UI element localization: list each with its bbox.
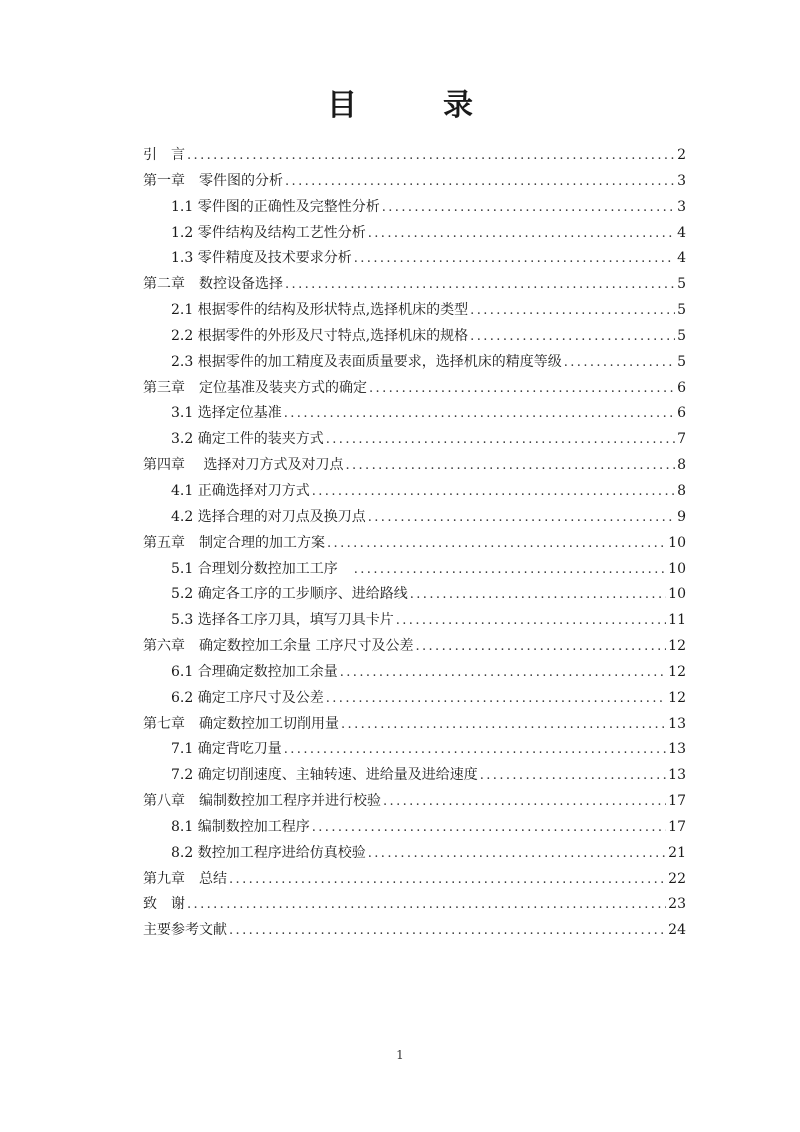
toc-section-entry[interactable]	[143, 582, 686, 608]
dot-leader	[354, 246, 675, 272]
toc-entry-label: 3.1 选择定位基准	[171, 405, 282, 422]
toc-entry-page: 2	[677, 147, 686, 163]
dot-leader	[470, 324, 675, 350]
toc-entry-label: 2.3 根据零件的加工精度及表面质量要求，选择机床的精度等级	[171, 353, 562, 370]
toc-entry-label: 6.1 合理确定数控加工余量	[171, 663, 338, 680]
dot-leader	[285, 272, 675, 298]
toc-entry-page: 5	[677, 276, 686, 293]
dot-leader	[470, 298, 675, 324]
toc-entry-label: 第七章 确定数控加工切削用量	[143, 715, 339, 732]
toc-entry-label: 第九章 总结	[143, 870, 227, 887]
toc-entry-page: 3	[677, 172, 686, 189]
dot-leader	[284, 737, 666, 763]
toc-chapter-entry[interactable]	[143, 169, 686, 195]
toc-entry-label: 第三章 定位基准及装夹方式的确定	[143, 379, 367, 396]
toc-entry-page: 3	[677, 198, 686, 215]
toc-section-entry[interactable]	[143, 479, 686, 505]
toc-entry-label: 第六章 确定数控加工余量 工序尺寸及公差	[143, 638, 414, 655]
toc-chapter-entry[interactable]	[143, 892, 686, 918]
toc-entry-page: 13	[668, 767, 686, 784]
dot-leader	[340, 660, 666, 686]
toc-entry-page: 8	[677, 457, 686, 474]
toc-entry-page: 10	[668, 586, 686, 603]
dot-leader	[312, 815, 666, 841]
toc-entry-page: 23	[668, 896, 686, 913]
toc-entry-label: 主要参考文献	[143, 922, 227, 939]
toc-entry-label: 1.1 零件图的正确性及完整性分析	[171, 198, 380, 215]
dot-leader	[285, 169, 675, 195]
toc-section-entry[interactable]	[143, 221, 686, 247]
toc-entry-page: 13	[668, 715, 686, 732]
toc-entry-page: 6	[677, 379, 686, 396]
dot-leader	[396, 608, 666, 634]
toc-chapter-entry[interactable]	[143, 272, 686, 298]
toc-section-entry[interactable]	[143, 815, 686, 841]
dot-leader	[187, 892, 666, 918]
toc-entry-page: 12	[668, 663, 686, 680]
toc-entry-label: 5.3 选择各工序刀具，填写刀具卡片	[171, 612, 394, 629]
toc-entry-page: 17	[668, 793, 686, 810]
toc-chapter-entry[interactable]	[143, 143, 686, 169]
toc-entry-label: 7.1 确定背吃刀量	[171, 741, 282, 758]
toc-section-entry[interactable]	[143, 324, 686, 350]
toc-section-entry[interactable]	[143, 246, 686, 272]
dot-leader	[229, 918, 666, 944]
toc-chapter-entry[interactable]	[143, 376, 686, 402]
toc-entry-page: 4	[677, 250, 686, 267]
toc-entry-label: 第四章 选择对刀方式及对刀点	[143, 457, 344, 474]
toc-entry-label: 4.2 选择合理的对刀点及换刀点	[171, 508, 366, 525]
dot-leader	[480, 763, 666, 789]
dot-leader	[368, 841, 666, 867]
toc-section-entry[interactable]	[143, 195, 686, 221]
dot-leader	[369, 376, 675, 402]
toc-section-entry[interactable]	[143, 505, 686, 531]
dot-leader	[229, 867, 666, 893]
table-of-contents	[143, 143, 686, 944]
toc-section-entry[interactable]	[143, 608, 686, 634]
toc-section-entry[interactable]	[143, 557, 686, 583]
toc-chapter-entry[interactable]	[143, 453, 686, 479]
toc-entry-label: 1.3 零件精度及技术要求分析	[171, 250, 352, 267]
toc-entry-page: 12	[668, 689, 686, 706]
dot-leader	[410, 582, 666, 608]
toc-entry-label: 引 言	[143, 147, 185, 163]
dot-leader	[368, 505, 675, 531]
toc-entry-label: 6.2 确定工序尺寸及公差	[171, 689, 324, 706]
toc-entry-page: 21	[668, 844, 686, 861]
dot-leader	[341, 712, 666, 738]
dot-leader	[354, 557, 666, 583]
dot-leader	[187, 143, 675, 169]
toc-entry-page: 4	[677, 224, 686, 241]
toc-section-entry[interactable]	[143, 686, 686, 712]
dot-leader	[345, 453, 675, 479]
toc-entry-page: 7	[677, 431, 686, 448]
toc-entry-page: 22	[668, 870, 686, 887]
toc-entry-page: 5	[677, 327, 686, 344]
dot-leader	[415, 634, 666, 660]
toc-entry-label: 7.2 确定切削速度、主轴转速、进给量及进给速度	[171, 767, 478, 784]
toc-chapter-entry[interactable]	[143, 789, 686, 815]
toc-entry-label: 第五章 制定合理的加工方案	[143, 534, 325, 551]
dot-leader	[383, 789, 666, 815]
toc-chapter-entry[interactable]	[143, 634, 686, 660]
toc-chapter-entry[interactable]	[143, 712, 686, 738]
toc-section-entry[interactable]	[143, 737, 686, 763]
dot-leader	[382, 195, 675, 221]
dot-leader	[326, 686, 666, 712]
toc-section-entry[interactable]	[143, 841, 686, 867]
toc-entry-label: 2.1 根据零件的结构及形状特点,选择机床的类型	[171, 302, 469, 319]
toc-entry-label: 致 谢	[143, 896, 185, 913]
dot-leader	[312, 479, 675, 505]
toc-chapter-entry[interactable]	[143, 867, 686, 893]
toc-entry-page: 5	[677, 353, 686, 370]
toc-entry-page: 10	[668, 560, 686, 577]
toc-chapter-entry[interactable]	[143, 918, 686, 944]
toc-entry-page: 9	[677, 508, 686, 525]
dot-leader	[284, 401, 675, 427]
toc-section-entry[interactable]	[143, 660, 686, 686]
toc-entry-label: 2.2 根据零件的外形及尺寸特点,选择机床的规格	[171, 327, 469, 344]
toc-entry-label: 3.2 确定工件的装夹方式	[171, 431, 324, 448]
toc-section-entry[interactable]	[143, 350, 686, 376]
toc-section-entry[interactable]	[143, 763, 686, 789]
toc-entry-label: 5.1 合理划分数控加工工序	[171, 560, 352, 577]
toc-entry-page: 12	[668, 638, 686, 655]
toc-entry-label: 第二章 数控设备选择	[143, 276, 283, 293]
toc-entry-page: 17	[668, 818, 686, 835]
toc-entry-page: 24	[668, 922, 686, 939]
toc-chapter-entry[interactable]	[143, 531, 686, 557]
page-number: 1	[396, 1048, 404, 1062]
toc-entry-label: 8.1 编制数控加工程序	[171, 818, 310, 835]
dot-leader	[564, 350, 675, 376]
toc-entry-label: 第一章 零件图的分析	[143, 172, 283, 189]
toc-entry-label: 5.2 确定各工序的工步顺序、进给路线	[171, 586, 408, 603]
page-title: 目 录	[327, 88, 501, 123]
toc-entry-page: 13	[668, 741, 686, 758]
toc-entry-page: 5	[677, 302, 686, 319]
dot-leader	[327, 531, 666, 557]
toc-entry-label: 第八章 编制数控加工程序并进行校验	[143, 793, 381, 810]
toc-section-entry[interactable]	[143, 401, 686, 427]
dot-leader	[368, 221, 675, 247]
toc-entry-page: 8	[677, 482, 686, 499]
toc-section-entry[interactable]	[143, 298, 686, 324]
toc-entry-label: 4.1 正确选择对刀方式	[171, 482, 310, 499]
toc-entry-label: 1.2 零件结构及结构工艺性分析	[171, 224, 366, 241]
toc-entry-label: 8.2 数控加工程序进给仿真校验	[171, 844, 366, 861]
toc-entry-page: 10	[668, 534, 686, 551]
toc-section-entry[interactable]	[143, 427, 686, 453]
toc-entry-page: 6	[677, 405, 686, 422]
toc-entry-page: 11	[668, 612, 686, 629]
dot-leader	[326, 427, 675, 453]
